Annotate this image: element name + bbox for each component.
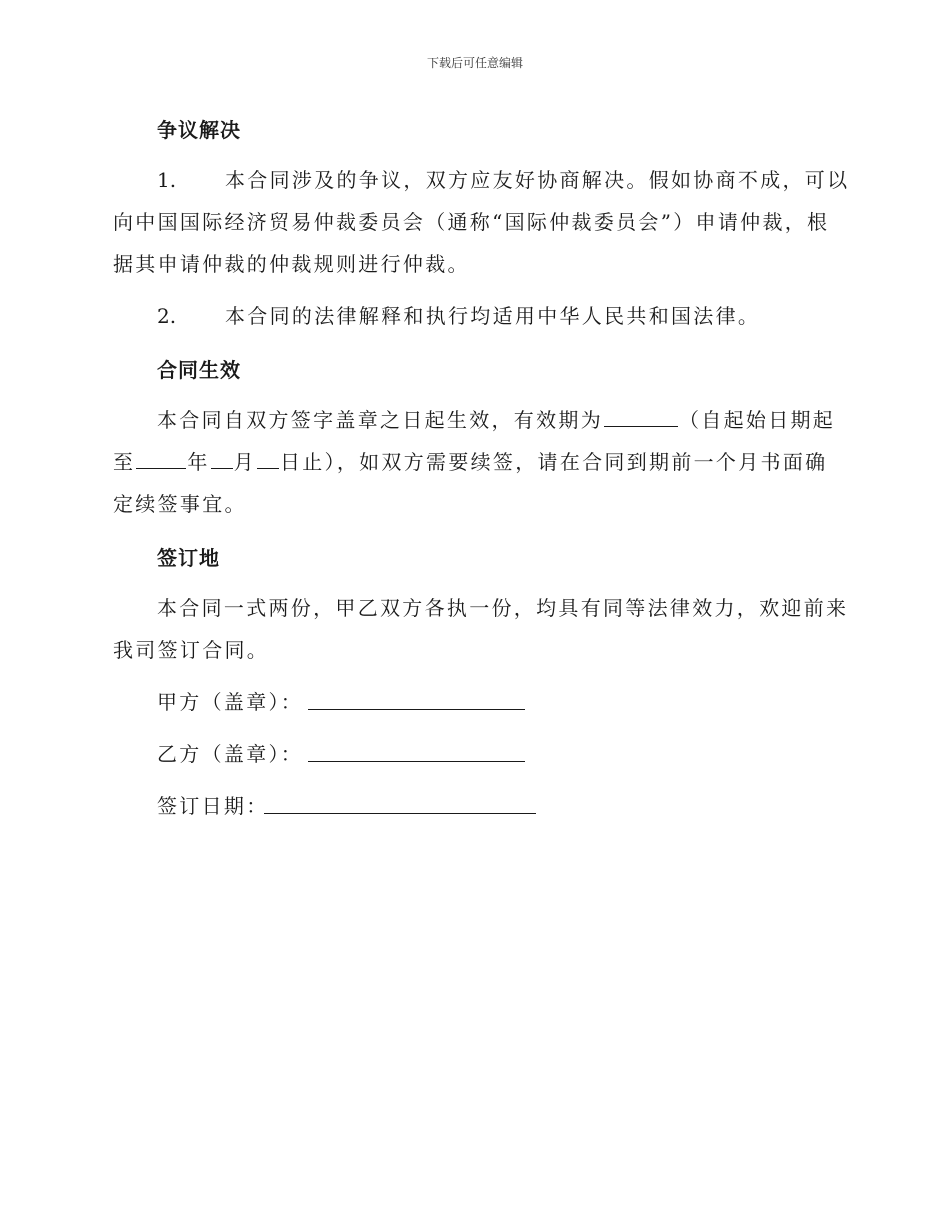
- dispute-item-1-text-1: 本合同涉及的争议，双方应友好协商解决。假如协商不成，可以: [225, 168, 850, 192]
- effect-line-1-text-a: 本合同自双方签字盖章之日起生效，有效期为: [157, 408, 603, 432]
- end-year-blank: [136, 448, 186, 469]
- dispute-item-1-line-1: [157, 166, 849, 194]
- dispute-item-2-text-1: 本合同的法律解释和执行均适用中华人民共和国法律。: [225, 304, 761, 328]
- effect-month-label: 月: [233, 450, 256, 474]
- effect-line-2: [113, 448, 827, 476]
- effect-line-1-text-b: （自起始日期起: [679, 408, 836, 432]
- effect-line-2-text-a: 至: [113, 450, 136, 474]
- signplace-line-2: 我司签订合同。: [113, 638, 270, 662]
- party-a-seal-line: [308, 709, 525, 710]
- party-b-seal-line: [308, 761, 525, 762]
- section-title-signplace: 签订地: [157, 546, 220, 570]
- dispute-item-1-line-2: 向中国国际经济贸易仲裁委员会（通称“国际仲裁委员会”）申请仲裁，根: [113, 210, 830, 234]
- dispute-item-1-line-3: 据其申请仲裁的仲裁规则进行仲裁。: [113, 252, 470, 276]
- section-title-effect: 合同生效: [157, 358, 241, 382]
- dispute-item-2-line-1: [157, 302, 760, 330]
- sign-date-label: 签订日期：: [157, 794, 269, 818]
- party-b-seal-label: 乙方（盖章）：: [157, 742, 304, 766]
- dispute-item-2-number: 2.: [157, 304, 177, 328]
- dispute-item-1-number: 1.: [157, 168, 177, 192]
- effect-line-2-text-b: 日止），如双方需要续签，请在合同到期前一个月书面确: [279, 450, 828, 474]
- effect-line-3: 定续签事宜。: [113, 492, 247, 516]
- party-a-seal-label: 甲方（盖章）：: [157, 690, 304, 714]
- effect-year-label: 年: [187, 450, 210, 474]
- validity-period-blank: [604, 406, 678, 427]
- page-header: 下载后可任意编辑: [426, 56, 523, 70]
- section-title-dispute: 争议解决: [157, 118, 241, 142]
- sign-date-line: [264, 813, 536, 814]
- effect-line-1: [157, 406, 835, 434]
- end-day-blank: [257, 448, 279, 469]
- signplace-line-1: 本合同一式两份，甲乙双方各执一份，均具有同等法律效力，欢迎前来: [157, 596, 849, 620]
- end-month-blank: [211, 448, 233, 469]
